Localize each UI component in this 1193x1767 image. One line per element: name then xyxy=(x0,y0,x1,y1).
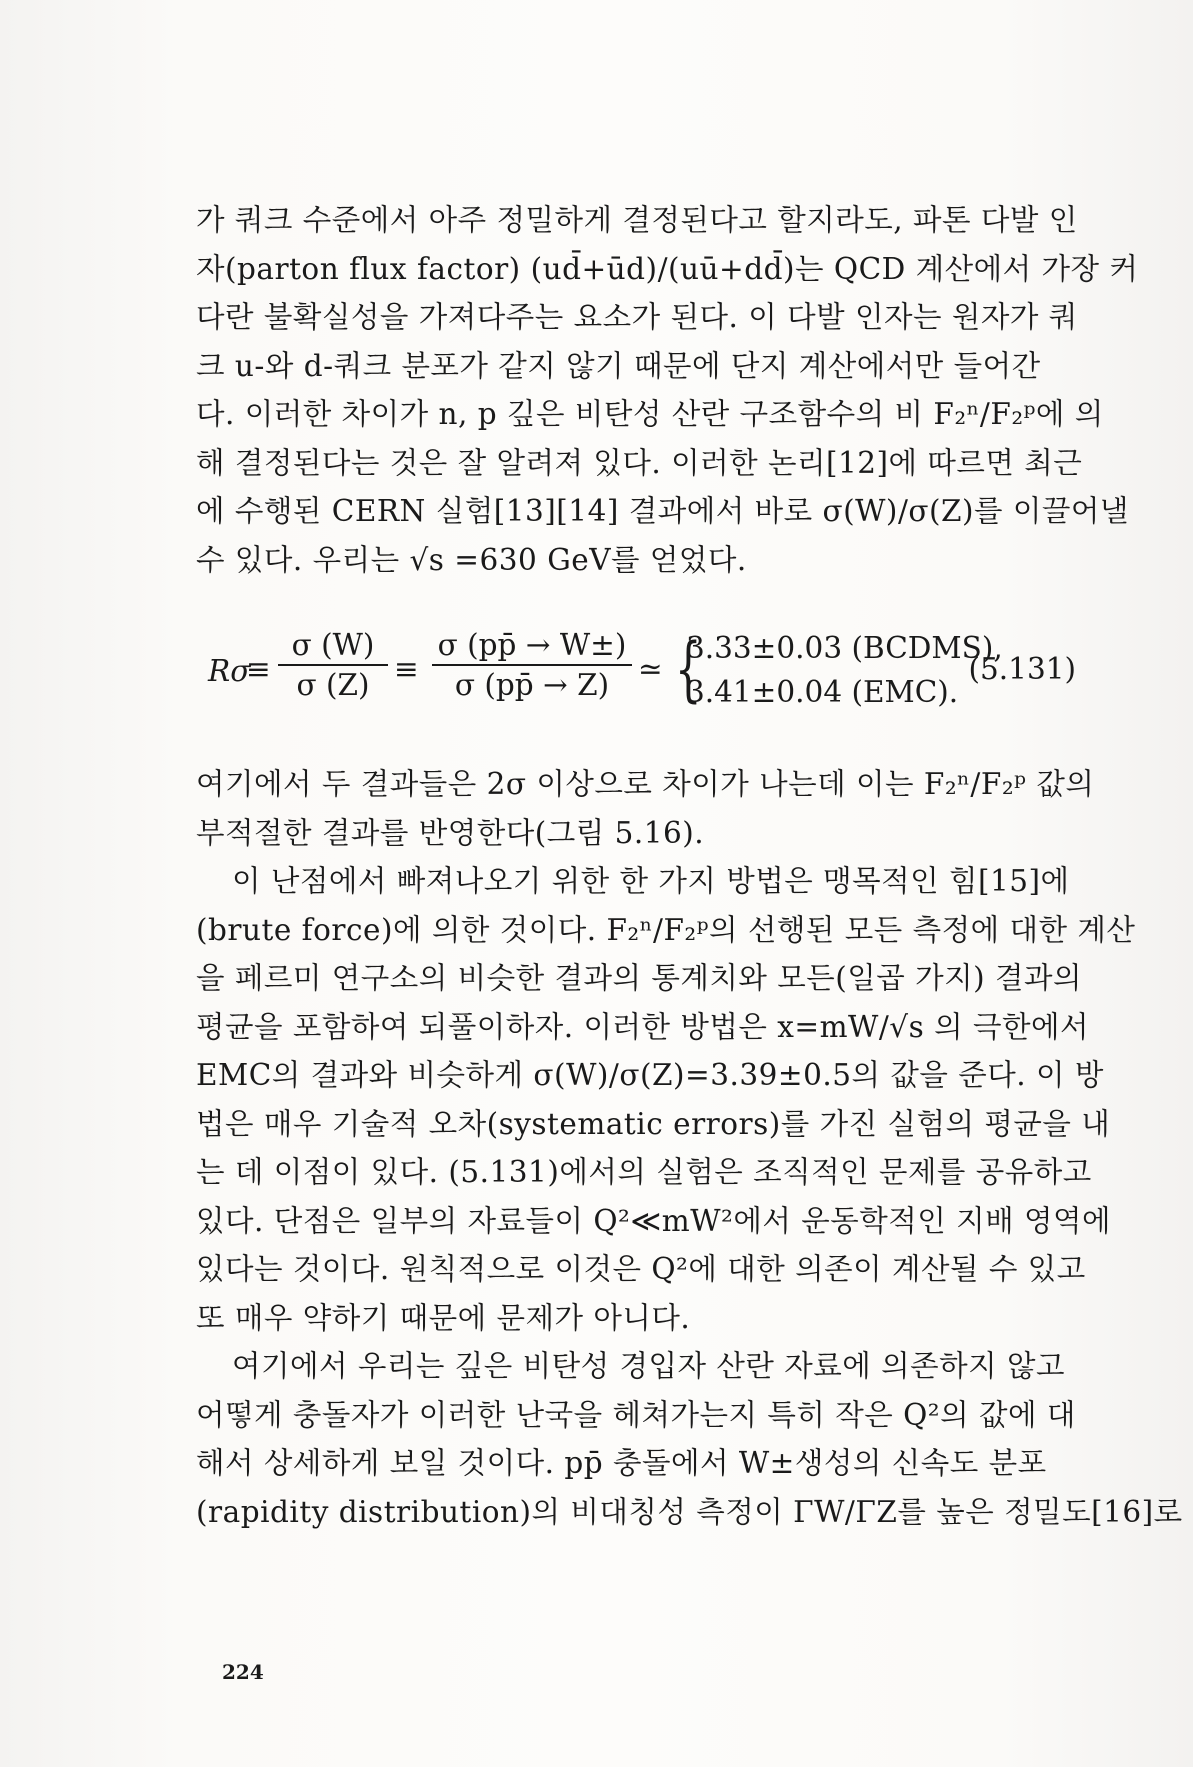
text-line: 해 결정된다는 것은 잘 알려져 있다. 이러한 논리[12]에 따르면 최근 xyxy=(196,445,1083,480)
case-emc: 3.41±0.04 (EMC). xyxy=(686,675,959,709)
fraction-numerator: σ (W) xyxy=(278,628,388,666)
text-line: 있다는 것이다. 원칙적으로 이것은 Q²에 대한 의존이 계산될 수 있고 xyxy=(196,1252,1086,1286)
fraction-denominator: σ (Z) xyxy=(296,668,370,702)
text-line: 부적절한 결과를 반영한다(그림 5.16). xyxy=(196,815,705,850)
text-line: 자(parton flux factor) (ud̄+ūd)/(uū+dd̄)는 QCD 계산에서 가장 커 xyxy=(196,251,1139,286)
text-line: (brute force)에 의한 것이다. F₂ⁿ/F₂ᵖ의 선행된 모든 측정에 대한 계산 xyxy=(196,912,1136,947)
page-number: 224 xyxy=(222,1660,264,1684)
equation-number: (5.131) xyxy=(968,652,1076,686)
text-line: 다. 이러한 차이가 n, p 깊은 비탄성 산란 구조함수의 비 F₂ⁿ/F₂ᵖ에 의 xyxy=(196,397,1104,431)
text-line: 또 매우 약하기 때문에 문제가 아니다. xyxy=(196,1300,691,1335)
text-line: 법은 매우 기술적 오차(systematic errors)를 가진 실험의 평균을 내 xyxy=(196,1106,1111,1141)
text-line: 크 u-와 d-쿼크 분포가 같지 않기 때문에 단지 계산에서만 들어간 xyxy=(196,348,1041,383)
text-line: 가 쿼크 수준에서 아주 정밀하게 결정된다고 할지라도, 파톤 다발 인 xyxy=(196,203,1078,237)
left-brace: { xyxy=(674,628,702,710)
text-line: 에 수행된 CERN 실험[13][14] 결과에서 바로 σ(W)/σ(Z)를 이끌어낼 xyxy=(196,494,1129,528)
text-line: 어떻게 충돌자가 이러한 난국을 헤쳐가는지 특히 작은 Q²의 값에 대 xyxy=(196,1397,1076,1432)
fraction-cross-sections xyxy=(432,628,632,702)
text-line: 수 있다. 우리는 √s =630 GeV를 얻었다. xyxy=(196,542,747,577)
text-line: 이 난점에서 빠져나오기 위한 한 가지 방법은 맹목적인 힘[15]에 xyxy=(232,864,1070,898)
equation-lhs: Rσ xyxy=(208,654,251,688)
text-line: (rapidity distribution)의 비대칭성 측정이 ΓW/ΓZ를 높은 정밀도[16]로 xyxy=(196,1494,1183,1529)
text-line: 을 페르미 연구소의 비슷한 결과의 통계치와 모든(일곱 가지) 결과의 xyxy=(196,961,1082,995)
text-line: 는 데 이점이 있다. (5.131)에서의 실험은 조직적인 문제를 공유하고 xyxy=(196,1155,1092,1189)
text-line: 여기에서 우리는 깊은 비탄성 경입자 산란 자료에 의존하지 않고 xyxy=(232,1349,1065,1383)
equiv-symbol: ≡ xyxy=(246,652,271,686)
body-text-top xyxy=(196,196,1139,584)
case-bcdms: 3.33±0.03 (BCDMS), xyxy=(686,631,1003,665)
text-line: 해서 상세하게 보일 것이다. pp̄ 충돌에서 W±생성의 신속도 분포 xyxy=(196,1446,1047,1480)
text-line: 평균을 포함하여 되풀이하자. 이러한 방법은 x=mW/√s 의 극한에서 xyxy=(196,1009,1089,1044)
text-line: EMC의 결과와 비슷하게 σ(W)/σ(Z)=3.39±0.5의 값을 준다. 이 방 xyxy=(196,1058,1104,1092)
equation-5-131 xyxy=(196,618,1076,728)
approx-symbol: ≃ xyxy=(638,652,663,686)
text-line: 다란 불확실성을 가져다주는 요소가 된다. 이 다발 인자는 원자가 쿼 xyxy=(196,300,1078,334)
fraction-denominator: σ (pp̄ → Z) xyxy=(454,668,610,702)
text-line: 여기에서 두 결과들은 2σ 이상으로 차이가 나는데 이는 F₂ⁿ/F₂ᵖ 값의 xyxy=(196,767,1095,801)
text-line: 있다. 단점은 일부의 자료들이 Q²≪mW²에서 운동학적인 지배 영역에 xyxy=(196,1203,1111,1238)
equation-cases xyxy=(686,626,1003,714)
body-text-bottom xyxy=(196,760,1183,1536)
equiv-symbol: ≡ xyxy=(394,652,419,686)
fraction-w-over-z xyxy=(278,628,388,702)
fraction-numerator: σ (pp̄ → W±) xyxy=(432,628,632,666)
